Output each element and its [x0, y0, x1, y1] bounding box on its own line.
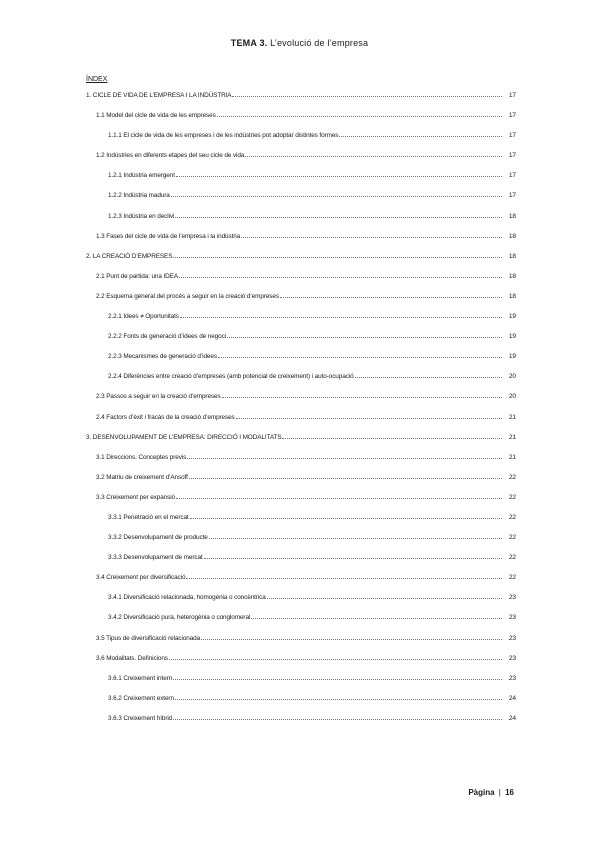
- toc-leader-dots: [189, 472, 502, 479]
- toc-entry-text: 1.1 Model del cicle de vida de les empreses: [96, 112, 216, 120]
- toc-page-number: 22: [508, 574, 516, 582]
- toc-entry-text: 3.2 Matriu de creixement d’Ansoff: [96, 473, 188, 481]
- toc-page-number: 24: [508, 714, 516, 722]
- toc-entry[interactable]: [86, 331, 516, 351]
- toc-entry[interactable]: [86, 371, 516, 391]
- toc-leader-dots: [251, 612, 502, 619]
- toc-entry[interactable]: [86, 351, 516, 371]
- toc-page-number: 21: [508, 433, 516, 441]
- toc-page-number: 22: [508, 513, 516, 521]
- toc-entry[interactable]: [86, 170, 516, 190]
- toc-entry[interactable]: [86, 492, 516, 512]
- toc-entry[interactable]: [86, 512, 516, 532]
- toc-leader-dots: [227, 331, 502, 338]
- toc-leader-dots: [190, 512, 502, 519]
- toc-entry[interactable]: [86, 472, 516, 492]
- toc-page-number: 21: [508, 453, 516, 461]
- toc-page-number: 18: [508, 292, 516, 300]
- toc-page-number: 23: [508, 674, 516, 682]
- toc-page-number: 17: [508, 132, 516, 140]
- toc-leader-dots: [176, 170, 502, 177]
- toc-leader-dots: [173, 251, 502, 258]
- toc-entry-text: 2.2.1 Idees ≠ Oportunitats: [108, 313, 179, 321]
- toc-page-number: 19: [508, 333, 516, 341]
- toc-page-number: 18: [508, 252, 516, 260]
- toc-entry[interactable]: [86, 291, 516, 311]
- toc-leader-dots: [175, 211, 502, 218]
- toc-entry-text: 3.6.2 Creixement extern: [108, 694, 174, 702]
- toc-entry[interactable]: [86, 612, 516, 632]
- toc-entry-text: 2.4 Factors d’èxit i fracàs de la creació d’empreses: [96, 413, 235, 421]
- toc-leader-dots: [176, 492, 502, 499]
- toc-entry-text: 1. CICLE DE VIDA DE L’EMPRESA I LA INDÚSTRIA: [86, 92, 232, 99]
- index-heading: ÍNDEX: [86, 76, 108, 83]
- tema-title: L’evolució de l’empresa: [270, 38, 369, 48]
- toc-entry[interactable]: [86, 653, 516, 673]
- toc-entry-text: 3.4 Creixement per diversificació: [96, 574, 186, 582]
- toc-entry[interactable]: [86, 130, 516, 150]
- toc-leader-dots: [173, 673, 502, 680]
- toc-entry[interactable]: [86, 412, 516, 432]
- toc-entry-text: 3.1 Direccions. Conceptes previs: [96, 453, 187, 461]
- toc-page-number: 18: [508, 272, 516, 280]
- toc-page-number: 24: [508, 694, 516, 702]
- toc-entry-text: 3.6 Modalitats. Definicions: [96, 654, 168, 662]
- toc-page-number: 23: [508, 594, 516, 602]
- toc-leader-dots: [179, 271, 502, 278]
- toc-leader-dots: [218, 351, 502, 358]
- toc-entry[interactable]: [86, 432, 516, 452]
- toc-entry-text: 2.2 Esquema general del procés a seguir en la creació d’empreses: [96, 292, 279, 300]
- toc-leader-dots: [180, 311, 502, 318]
- toc-page-number: 22: [508, 534, 516, 542]
- toc-entry-text: 3.3.1 Penetració en el mercat: [108, 513, 189, 521]
- toc-entry[interactable]: [86, 572, 516, 592]
- toc-page-number: 17: [508, 112, 516, 120]
- toc-page-number: 17: [508, 92, 516, 99]
- page-footer: [468, 788, 514, 797]
- toc-entry-text: 2.2.2 Fonts de generació d’idees de negoci: [108, 333, 227, 341]
- toc-entry[interactable]: [86, 693, 516, 713]
- toc-entry[interactable]: [86, 391, 516, 411]
- toc-entry[interactable]: [86, 633, 516, 653]
- toc-entry-text: 3.5 Tipus de diversificació relacionada: [96, 634, 201, 642]
- toc-entry[interactable]: [86, 452, 516, 472]
- toc-page-number: 23: [508, 654, 516, 662]
- toc-entry[interactable]: [86, 231, 516, 251]
- toc-leader-dots: [282, 432, 502, 439]
- toc-page-number: 20: [508, 393, 516, 401]
- toc-leader-dots: [236, 412, 502, 419]
- toc-entry[interactable]: [86, 311, 516, 331]
- toc-leader-dots: [173, 713, 502, 720]
- toc-entry-text: 1.2.3 Indústria en declivi: [108, 212, 175, 220]
- toc-leader-dots: [245, 150, 502, 157]
- toc-entry[interactable]: [86, 110, 516, 130]
- toc-entry-text: 1.2.1 Indústria emergent: [108, 172, 175, 180]
- toc-entry-text: 1.1.1 El cicle de vida de les empreses i de les indústries pot adoptar distintes formes: [108, 132, 339, 140]
- toc-leader-dots: [267, 592, 502, 599]
- toc-leader-dots: [201, 633, 502, 640]
- toc-entry[interactable]: [86, 190, 516, 210]
- toc-leader-dots: [169, 653, 502, 660]
- toc-entry-text: 3.4.2 Diversificació pura, heterogènia o conglomeral: [108, 614, 251, 622]
- toc-leader-dots: [204, 552, 502, 559]
- toc-leader-dots: [339, 130, 502, 137]
- toc-entry[interactable]: [86, 251, 516, 271]
- toc-leader-dots: [280, 291, 502, 298]
- footer-separator: |: [498, 788, 501, 797]
- table-of-contents: [86, 90, 516, 733]
- toc-entry-text: 3.6.3 Creixement híbrid: [108, 714, 173, 722]
- toc-entry[interactable]: [86, 552, 516, 572]
- toc-entry[interactable]: [86, 211, 516, 231]
- toc-leader-dots: [187, 452, 502, 459]
- toc-entry-text: 2.3 Passos a seguir en la creació d’empreses: [96, 393, 221, 401]
- toc-page-number: 17: [508, 192, 516, 200]
- toc-entry[interactable]: [86, 713, 516, 733]
- toc-page-number: 19: [508, 353, 516, 361]
- toc-entry[interactable]: [86, 592, 516, 612]
- toc-entry-text: 3.6.1 Creixement intern: [108, 674, 173, 682]
- toc-leader-dots: [171, 190, 502, 197]
- toc-page-number: 20: [508, 373, 516, 381]
- toc-leader-dots: [355, 371, 502, 378]
- toc-leader-dots: [241, 231, 502, 238]
- toc-page-number: 17: [508, 152, 516, 160]
- toc-entry-text: 2.2.4 Diferències entre creació d’empreses (amb potencial de creixement) i auto-ocupació: [108, 373, 354, 381]
- toc-leader-dots: [217, 110, 502, 117]
- toc-entry-text: 2.2.3 Mecanismes de generació d’idees: [108, 353, 217, 361]
- toc-entry[interactable]: [86, 532, 516, 552]
- toc-entry-text: 1.2 Indústries en diferents etapes del seu cicle de vida: [96, 152, 245, 160]
- toc-leader-dots: [209, 532, 502, 539]
- toc-entry[interactable]: [86, 150, 516, 170]
- page-number: 16: [505, 788, 514, 797]
- toc-page-number: 22: [508, 493, 516, 501]
- page-label: Pàgina: [468, 788, 495, 797]
- toc-page-number: 18: [508, 232, 516, 240]
- toc-leader-dots: [232, 90, 502, 97]
- toc-entry[interactable]: [86, 673, 516, 693]
- toc-page-number: 23: [508, 614, 516, 622]
- toc-leader-dots: [222, 391, 502, 398]
- toc-entry-text: 3.3.3 Desenvolupament de mercat: [108, 554, 203, 562]
- toc-page-number: 21: [508, 413, 516, 421]
- toc-entry-text: 2.1 Punt de partida: una IDEA: [96, 272, 179, 280]
- toc-entry-text: 3. DESENVOLUPAMENT DE L’EMPRESA: DIRECCIÓ I MODALITATS: [86, 433, 282, 441]
- tema-label: TEMA 3.: [230, 38, 268, 48]
- toc-leader-dots: [175, 693, 502, 700]
- toc-page-number: 22: [508, 473, 516, 481]
- toc-page-number: 19: [508, 313, 516, 321]
- toc-entry-text: 2. LA CREACIÓ D’EMPRESES: [86, 252, 173, 260]
- toc-entry-text: 3.3 Creixement per expansió: [96, 493, 176, 501]
- toc-entry[interactable]: [86, 90, 516, 110]
- toc-entry-text: 3.4.1 Diversificació relacionada, homogènia o concèntrica: [108, 594, 266, 602]
- toc-page-number: 18: [508, 212, 516, 220]
- toc-entry-text: 1.3 Fases del cicle de vida de l’empresa i la indústria: [96, 232, 241, 240]
- toc-page-number: 22: [508, 554, 516, 562]
- toc-entry-text: 3.3.2 Desenvolupament de producte: [108, 534, 208, 542]
- toc-entry[interactable]: [86, 271, 516, 291]
- toc-leader-dots: [186, 572, 502, 579]
- toc-page-number: 23: [508, 634, 516, 642]
- toc-entry-text: 1.2.2 Indústria madura: [108, 192, 170, 200]
- page-title: [0, 38, 599, 48]
- toc-page-number: 17: [508, 172, 516, 180]
